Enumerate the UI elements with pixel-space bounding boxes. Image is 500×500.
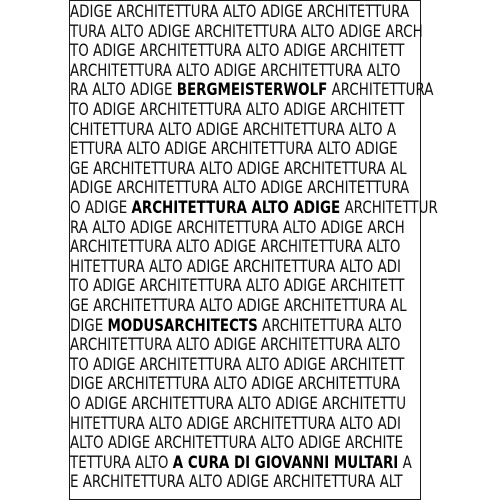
- cover-highlight-text: MODUSARCHITECTS: [107, 314, 258, 335]
- cover-line-text: ARCHITETTUR: [340, 197, 438, 217]
- cover-line: [70, 197, 438, 217]
- cover-line-text: CHITETTURA ALTO ADIGE ARCHITETTURA ALTO A: [70, 118, 397, 139]
- book-cover: [69, 0, 438, 500]
- cover-line: [70, 236, 400, 256]
- cover-line-text: DIGE: [70, 314, 108, 335]
- cover-line: [70, 99, 404, 119]
- cover-line: [70, 79, 433, 99]
- cover-line-text: RA ALTO ADIGE: [70, 79, 177, 100]
- cover-line-text: TURA ALTO ADIGE ARCHITETTURA ALTO ADIGE ARCH: [70, 20, 423, 41]
- cover-line-text: ETTURA ALTO ADIGE ARCHITETTURA ALTO ADIGE: [70, 138, 398, 159]
- cover-line-text: GE ARCHITETTURA ALTO ADIGE ARCHITETTURA AL: [70, 157, 407, 178]
- cover-line: [70, 40, 404, 60]
- cover-line: [70, 217, 405, 237]
- cover-line-text: ARCHITETTURA ALTO: [257, 314, 402, 335]
- cover-line-text: TO ADIGE ARCHITETTURA ALTO ADIGE ARCHITETT: [70, 99, 405, 119]
- cover-line-text: ARCHITETTURA ALTO ADIGE ARCHITETTURA ALTO: [70, 236, 401, 257]
- cover-line: [70, 432, 403, 452]
- cover-line-text: GE ARCHITETTURA ALTO ADIGE ARCHITETTURA AL: [70, 295, 407, 315]
- cover-line-text: RA ALTO ADIGE ARCHITETTURA ALTO ADIGE ARCH: [70, 216, 405, 237]
- cover-line-text: TO ADIGE ARCHITETTURA ALTO ADIGE ARCHITETT: [70, 40, 405, 61]
- cover-highlight-text: BERGMEISTERWOLF: [176, 79, 328, 100]
- cover-highlight-text: A CURA DI GIOVANNI MULTARI: [172, 451, 399, 472]
- cover-line: [70, 138, 398, 158]
- cover-line-text: DIGE ARCHITETTURA ALTO ADIGE ARCHITETTURA: [70, 373, 401, 394]
- cover-line-text: HITETTURA ALTO ADIGE ARCHITETTURA ALTO ADI: [70, 412, 401, 433]
- cover-line-text: TO ADIGE ARCHITETTURA ALTO ADIGE ARCHITETT: [70, 353, 405, 374]
- cover-line: [70, 354, 404, 374]
- cover-line: [70, 315, 402, 335]
- cover-line-text: ARCHITETTURA ALTO ADIGE ARCHITETTURA ALTO: [70, 334, 401, 355]
- cover-line: [70, 256, 401, 276]
- cover-line-text: ARCHITETTURA ALTO ADIGE ARCHITETTURA ALTO: [70, 59, 401, 80]
- cover-line: [70, 177, 409, 197]
- cover-line: [70, 60, 400, 80]
- cover-line-text: ADIGE ARCHITETTURA ALTO ADIGE ARCHITETTURA: [70, 177, 410, 198]
- cover-line: [70, 413, 401, 433]
- cover-line-text: TO ADIGE ARCHITETTURA ALTO ADIGE ARCHITETT: [70, 275, 405, 296]
- cover-line: [70, 452, 412, 472]
- cover-line: [70, 295, 407, 315]
- cover-line: [70, 471, 403, 491]
- cover-line: [70, 21, 423, 41]
- cover-line-text: HITETTURA ALTO ADIGE ARCHITETTURA ALTO ADI: [70, 255, 401, 276]
- cover-line-text: O ADIGE: [70, 197, 132, 217]
- cover-line-text: ARCHITETTURA: [327, 79, 434, 100]
- cover-line: [70, 158, 407, 178]
- cover-text-pattern: [70, 1, 438, 499]
- cover-line: [70, 393, 406, 413]
- cover-line-text: O ADIGE ARCHITETTURA ALTO ADIGE ARCHITETTU: [70, 393, 407, 413]
- cover-line-text: A: [398, 451, 412, 472]
- cover-line-text: ALTO ADIGE ARCHITETTURA ALTO ADIGE ARCHITE: [70, 432, 404, 453]
- cover-line: [70, 275, 404, 295]
- cover-line-text: ADIGE ARCHITETTURA ALTO ADIGE ARCHITETTURA: [70, 1, 410, 21]
- cover-line: [70, 1, 409, 21]
- cover-line: [70, 373, 400, 393]
- cover-line: [70, 334, 400, 354]
- cover-line-text: E ARCHITETTURA ALTO ADIGE ARCHITETTURA ALT: [70, 471, 403, 492]
- cover-line-text: TETTURA ALTO: [70, 451, 173, 472]
- cover-highlight-text: ARCHITETTURA ALTO ADIGE: [131, 197, 341, 217]
- cover-line: [70, 119, 396, 139]
